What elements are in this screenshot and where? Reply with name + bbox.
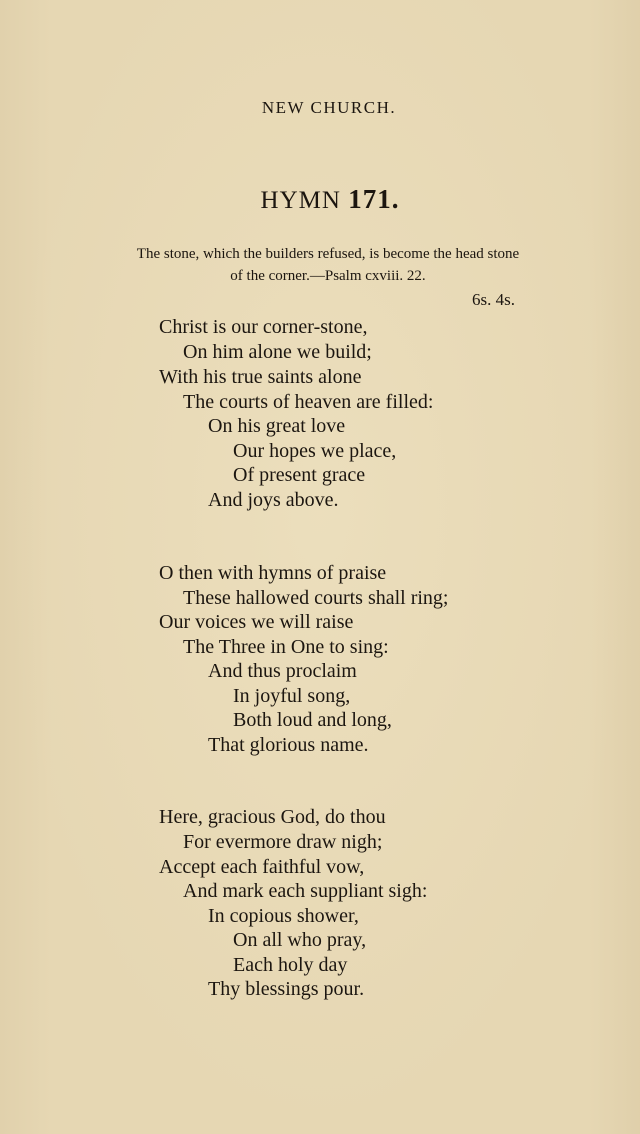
verse-line: Both loud and long, bbox=[233, 709, 392, 731]
verse-line: Our hopes we place, bbox=[233, 440, 397, 462]
epigraph-line: of the corner.—Psalm cxviii. 22. bbox=[230, 268, 426, 284]
verse-line: On all who pray, bbox=[233, 929, 367, 951]
verse-line: Here, gracious God, do thou bbox=[159, 806, 386, 828]
verse-line: Christ is our corner-stone, bbox=[159, 316, 368, 338]
epigraph-line: The stone, which the builders refused, is become the head stone bbox=[136, 246, 520, 262]
verse-line: In joyful song, bbox=[233, 685, 351, 707]
verse-line: Thy blessings pour. bbox=[208, 978, 365, 1000]
verse-line: The Three in One to sing: bbox=[183, 636, 389, 658]
verse-line: On him alone we build; bbox=[183, 341, 372, 363]
verse-line: In copious shower, bbox=[208, 905, 359, 927]
running-head: NEW CHURCH. bbox=[261, 98, 397, 117]
hymn-title bbox=[0, 184, 640, 215]
meter-label: 6s. 4s. bbox=[472, 290, 515, 309]
verse-line: Of present grace bbox=[233, 464, 366, 486]
verse-line: That glorious name. bbox=[208, 734, 369, 756]
verse-line: With his true saints alone bbox=[159, 366, 362, 388]
epigraph bbox=[88, 243, 568, 287]
verse-line: On his great love bbox=[208, 415, 346, 437]
verse-line: Our voices we will raise bbox=[159, 611, 354, 633]
verse-line: For evermore draw nigh; bbox=[183, 831, 383, 853]
verse-line: These hallowed courts shall ring; bbox=[183, 587, 449, 609]
verse-line: Each holy day bbox=[233, 954, 348, 976]
hymn-label: HYMN bbox=[260, 187, 341, 214]
verse-line: O then with hymns of praise bbox=[159, 562, 387, 584]
hymn-number: 171. bbox=[348, 184, 400, 214]
verse-line: And mark each suppliant sigh: bbox=[183, 880, 428, 902]
verse-line: Accept each faithful vow, bbox=[159, 856, 365, 878]
verse-line: And thus proclaim bbox=[208, 660, 357, 682]
verse-line: The courts of heaven are filled: bbox=[183, 391, 434, 413]
verse-line: And joys above. bbox=[208, 489, 339, 511]
